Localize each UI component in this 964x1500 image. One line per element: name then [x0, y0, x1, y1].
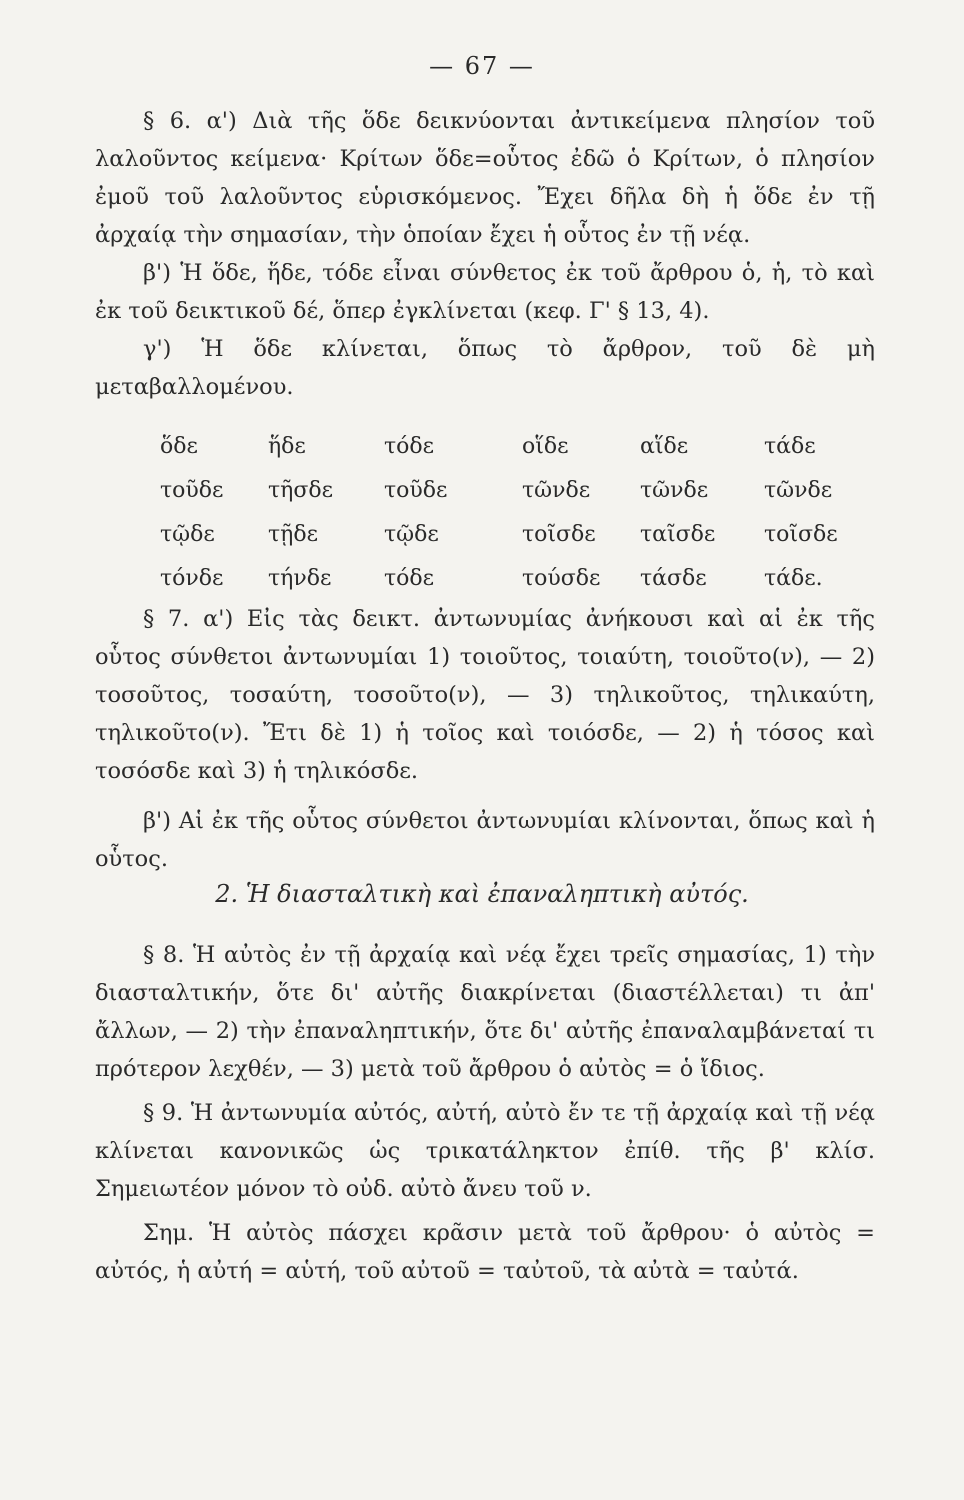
table-cell: τόδε	[384, 565, 435, 591]
declension-table	[160, 424, 880, 600]
table-cell: τάδε.	[764, 565, 823, 591]
table-cell: ὅδε	[160, 433, 198, 459]
section-7	[95, 600, 875, 878]
section-6	[95, 102, 875, 406]
table-cell: τοῦδε	[160, 477, 224, 503]
paragraph-9: § 9. Ἡ ἀντωνυμία αὐτός, αὐτή, αὐτὸ ἔν τε τῇ ἀρχαίᾳ καὶ τῇ νέᾳ κλίνεται κανονικῶς ὡς τρικατάληκτον ἐπίθ. τῆς β' κλίσ. Σημειωτέον μόνον τὸ οὐδ. αὐτὸ ἄνευ τοῦ ν.	[95, 1100, 875, 1202]
table-cell: τόδε	[384, 433, 435, 459]
table-row	[160, 556, 880, 600]
table-cell: αἵδε	[640, 433, 689, 459]
table-cell: τῆσδε	[268, 477, 334, 503]
page-number: — 67 —	[429, 52, 535, 80]
section-heading: 2. Ἡ διασταλτικὴ καὶ ἐπαναληπτικὴ αὐτός.	[215, 880, 749, 908]
paragraph-6b: β') Ἡ ὅδε, ἥδε, τόδε εἶναι σύνθετος ἐκ τοῦ ἄρθρου ὁ, ἡ, τὸ καὶ ἐκ τοῦ δεικτικοῦ δέ, ὅπερ ἐγκλίνεται (κεφ. Γ' § 13, 4).	[95, 260, 875, 324]
table-cell: τῇδε	[268, 521, 318, 547]
table-row	[160, 512, 880, 556]
table-cell: τοῖσδε	[764, 521, 838, 547]
table-cell: τήνδε	[268, 565, 332, 591]
table-cell: τῷδε	[160, 521, 215, 547]
paragraph-6c: γ') Ἡ ὅδε κλίνεται, ὅπως τὸ ἄρθρον, τοῦ δὲ μὴ μεταβαλλομένου.	[95, 336, 875, 400]
table-cell: τῷδε	[384, 521, 439, 547]
table-cell: οἵδε	[522, 433, 569, 459]
paragraph-7b: β') Αἱ ἐκ τῆς οὗτος σύνθετοι ἀντωνυμίαι κλίνονται, ὅπως καὶ ἡ οὗτος.	[95, 808, 875, 872]
paragraph-8: § 8. Ἡ αὐτὸς ἐν τῇ ἀρχαίᾳ καὶ νέᾳ ἔχει τρεῖς σημασίας, 1) τὴν διασταλτικήν, ὅτε δι' αὐτῆς διακρίνεται (διαστέλλεται) τι ἀπ' ἄλλων, — 2) τὴν ἐπαναληπτικήν, ὅτε δι' αὐτῆς ἐπαναλαμβάνεταί τι πρότερον λεχθέν, — 3) μετὰ τοῦ ἄρθρου ὁ αὐτὸς = ὁ ἴδιος.	[95, 942, 875, 1082]
table-cell: τῶνδε	[764, 477, 833, 503]
table-row	[160, 424, 880, 468]
table-cell: τάδε	[764, 433, 816, 459]
table-cell: τοῖσδε	[522, 521, 596, 547]
paragraph-7a: § 7. α') Εἰς τὰς δεικτ. ἀντωνυμίας ἀνήκουσι καὶ αἱ ἐκ τῆς οὗτος σύνθετοι ἀντωνυμίαι 1) τοιοῦτος, τοιαύτη, τοιοῦτο(ν), — 2) τοσοῦτος, τοσαύτη, τοσοῦτο(ν), — 3) τηλικοῦτος, τηλικαύτη, τηλικοῦτο(ν). Ἔτι δὲ 1) ἡ τοῖος καὶ τοιόσδε, — 2) ἡ τόσος καὶ τοσόσδε καὶ 3) ἡ τηλικόσδε.	[95, 606, 875, 784]
table-cell: ταῖσδε	[640, 521, 716, 547]
table-cell: τοῦδε	[384, 477, 448, 503]
paragraph-note: Σημ. Ἡ αὐτὸς πάσχει κρᾶσιν μετὰ τοῦ ἄρθρου· ὁ αὐτὸς = αὐτός, ἡ αὐτή = αὑτή, τοῦ αὐτοῦ = ταὐτοῦ, τὰ αὐτὰ = ταὐτά.	[95, 1220, 875, 1284]
table-cell: τούσδε	[522, 565, 601, 591]
table-cell: τῶνδε	[522, 477, 591, 503]
table-row	[160, 468, 880, 512]
table-cell: τάσδε	[640, 565, 707, 591]
section-8-9	[95, 936, 875, 1290]
paragraph-6a: § 6. α') Διὰ τῆς ὅδε δεικνύονται ἀντικείμενα πλησίον τοῦ λαλοῦντος κείμενα· Κρίτων ὅδε=οὗτος ἐδῶ ὁ Κρίτων, ὁ πλησίον ἐμοῦ τοῦ λαλοῦντος εὑρισκόμενος. Ἔχει δῆλα δὴ ἡ ὅδε ἐν τῇ ἀρχαίᾳ τὴν σημασίαν, τὴν ὁποίαν ἔχει ἡ οὗτος ἐν τῇ νέᾳ.	[95, 108, 875, 248]
table-cell: τῶνδε	[640, 477, 709, 503]
table-cell: τόνδε	[160, 565, 224, 591]
table-cell: ἥδε	[268, 433, 306, 459]
